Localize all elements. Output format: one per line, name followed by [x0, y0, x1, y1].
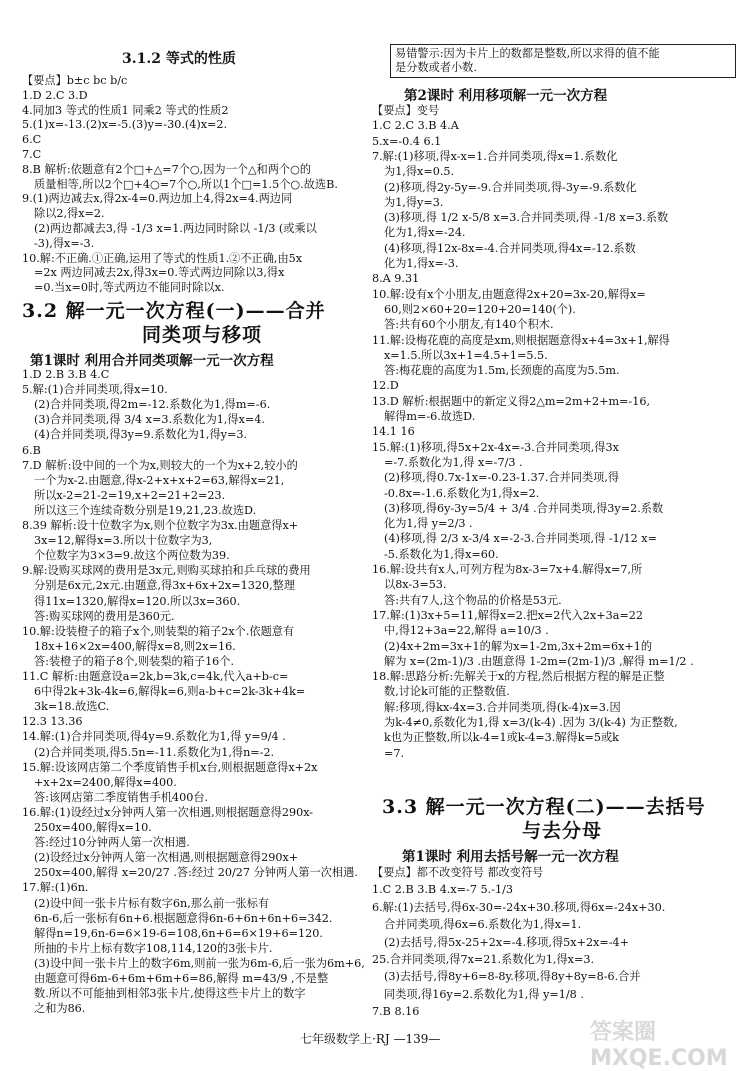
answer-line: 17.解:(1)3x+5=11,解得x=2.把x=2代入2x+3a=22: [372, 608, 643, 622]
answer-line: 【要点】变号: [372, 104, 440, 117]
answer-line: 答:梅花鹿的高度为1.5m,长颈鹿的高度为5.5m.: [384, 364, 620, 378]
section-title-3-3-line1: 3.3 解一元一次方程(二)——去括号: [382, 796, 706, 818]
answer-line: -0.8x=-1.6.系数化为1,得x=2.: [384, 486, 540, 500]
answer-line: 60,则2×60+20=120+20=140(个).: [384, 302, 576, 316]
answer-line: 所以x-2=21-2=19,x+2=21+2=23.: [34, 488, 226, 502]
answer-line: 16.解:(1)设经过x分钟两人第一次相遇,则根据题意得290x-: [22, 805, 314, 819]
answer-line: (2)移项,得2y-5y=-9.合并同类项,得-3y=-9.系数化: [384, 180, 637, 194]
answer-line: 数,讨论k可能的正整数值.: [384, 685, 510, 699]
section-title-3-1-2: 3.1.2 等式的性质: [122, 51, 236, 67]
answer-line: 4.同加3 等式的性质1 同乘2 等式的性质2: [22, 103, 229, 117]
answer-line: x=1.5.所以3x+1=4.5+1=5.5.: [384, 348, 548, 362]
answer-line: 化为1,得x=-24.: [384, 226, 466, 240]
answer-line: 之和为86.: [34, 1002, 86, 1016]
answer-line: =7.: [384, 746, 405, 760]
answer-line: 答:共有7人,这个物品的价格是53元.: [384, 593, 562, 607]
answer-line: 6.解:(1)去括号,得6x-30=-24x+30.移项,得6x=-24x+30.: [372, 900, 666, 914]
answer-line: (3)合并同类项,得 3/4 x=3.系数化为1,得x=4.: [34, 413, 265, 427]
answer-line: 质量相等,所以2个□+4○=7个○,所以1个□=1.5个○.故选B.: [34, 177, 338, 191]
answer-line: 一个为x-2.由题意,得x-2+x+x+2=63,解得x=21,: [34, 473, 285, 487]
answer-line: 1.D 2.B 3.B 4.C: [22, 368, 110, 381]
answer-line: 所以这三个连续奇数分别是19,21,23.故选D.: [34, 503, 257, 517]
answer-line: 16.解:设共有x人,可列方程为8x-3=7x+4.解得x=7,所: [372, 563, 643, 576]
section-title-3-2-line1: 3.2 解一元一次方程(一)——合并: [22, 300, 326, 322]
answer-line: (3)移项,得 1/2 x-5/8 x=3.合并同类项,得 -1/8 x=3.系数: [384, 211, 669, 225]
watermark: 答案圈 MXQE.COM: [590, 1020, 728, 1071]
answer-line: 11.解:设梅花鹿的高度是xm,则根据题意得x+4=3x+1,解得: [372, 333, 670, 347]
answer-line: 5.解:(1)合并同类项,得x=10.: [22, 383, 168, 397]
answer-line: 解:移项,得kx-4x=3.合并同类项,得(k-4)x=3.因: [384, 700, 621, 714]
page-footer: 七年级数学上·RJ —139—: [300, 1032, 441, 1046]
answer-line: 3x=12,解得x=3.所以十位数字为3,: [34, 534, 213, 548]
answer-line: 11.C 解析:由题意设a=2k,b=3k,c=4k,代入a+b-c=: [22, 670, 289, 683]
answer-line: (2)去括号,得5x-25+2x=-4.移项,得5x+2x=-4+: [384, 935, 630, 949]
answer-line: 250x=400,解得 x=20/27 .答:经过 20/27 分钟两人第一次相遇.: [34, 866, 358, 880]
answer-line: +x+2x=2400,解得x=400.: [34, 775, 177, 789]
answer-line: 合并同类项,得6x=6.系数化为1,得x=1.: [384, 918, 582, 932]
answer-line: 7.解:(1)移项,得x-x=1.合并同类项,得x=1.系数化: [372, 149, 618, 163]
answer-line: 15.解:设该网店第二个季度销售手机x台,则根据题意得x+2x: [22, 760, 318, 774]
answer-line: (4)移项,得 2/3 x-3/4 x=-2-3.合并同类项,得 -1/12 x=: [384, 532, 657, 546]
answer-line: 解得m=-6.故选D.: [384, 410, 476, 423]
lesson-title-1: 第1课时 利用合并同类项解一元一次方程: [30, 353, 274, 369]
answer-line: 14.1 16: [372, 425, 415, 439]
answer-line: k也为正整数,所以k-4=1或k-4=3.解得k=5或k: [384, 731, 619, 745]
answer-line: 7.B 8.16: [372, 1005, 420, 1019]
answer-line: 25.合并同类项,得7x=21.系数化为1,得x=3.: [372, 953, 595, 966]
answer-line: 14.解:(1)合并同类项,得4y=9.系数化为1,得 y=9/4 .: [22, 730, 286, 744]
answer-line: -3),得x=-3.: [34, 236, 95, 250]
answer-line: (3)去括号,得8y+6=8-8y.移项,得8y+8y=8-6.合并: [384, 970, 641, 984]
answer-line: 个位数字为3×3=9.故这个两位数为39.: [34, 549, 230, 563]
answer-line: (2)移项,得0.7x-1x=-0.23-1.37.合并同类项,得: [384, 471, 620, 485]
answer-line: 1.C 2.B 3.B 4.x=-7 5.-1/3: [372, 883, 513, 897]
answer-line: 7.C: [22, 148, 42, 161]
answer-line: 数.所以不可能抽到相邻3张卡片,使得这些卡片上的数字: [34, 987, 306, 1001]
answer-line: 1.C 2.C 3.B 4.A: [372, 119, 459, 133]
answer-line: 12.D: [372, 379, 399, 393]
answer-line: 所抽的卡片上标有数字108,114,120的3张卡片.: [34, 941, 273, 955]
answer-line: 5.(1)x=-13.(2)x=-5.(3)y=-30.(4)x=2.: [22, 118, 228, 132]
answer-line: 为k-4≠0,系数化为1,得 x=3/(k-4) .因为 3/(k-4) 为正整数,: [384, 716, 678, 729]
answer-line: 18x+16×2x=400,解得x=8,则2x=16.: [34, 639, 236, 653]
answer-line: 8.39 解析:设十位数字为x,则个位数字为3x.由题意得x+: [22, 519, 299, 532]
answer-line: 7.D 解析:设中间的一个为x,则较大的一个为x+2,较小的: [22, 458, 298, 472]
answer-line: 10.解:设装橙子的箱子x个,则装梨的箱子2x个.依题意有: [22, 624, 295, 638]
answer-line: 6中得2k+3k-4k=6,解得k=6,则a-b+c=2k-3k+4k=: [34, 685, 306, 699]
answer-line: 得11x=1320,解得x=120.所以3x=360.: [34, 594, 241, 608]
answer-line: 同类项,得16y=2.系数化为1,得 y=1/8 .: [384, 987, 584, 1001]
error-warning-box: [390, 44, 736, 78]
warning-line-1: 易错警示:因为卡片上的数都是整数,所以求得的值不能: [395, 47, 660, 60]
lesson-title-2: 第2课时 利用移项解一元一次方程: [404, 88, 608, 104]
warning-line-2: 是分数或者小数.: [395, 61, 477, 74]
answer-line: (2)4x+2m=3x+1的解为x=1-2m,3x+2m=6x+1的: [384, 639, 653, 653]
answer-line: (3)移项,得6y-3y=5/4 + 3/4 .合并同类项,得3y=2.系数: [384, 501, 664, 515]
answer-line: 17.解:(1)6n.: [22, 881, 89, 895]
answer-line: 10.解:设有x个小朋友,由题意得2x+20=3x-20,解得x=: [372, 287, 646, 301]
answer-line: =-7.系数化为1,得 x=-7/3 .: [384, 455, 523, 469]
answer-line: 中,得12+3a=22,解得 a=10/3 .: [384, 624, 549, 638]
answer-line: 答:该网店第二季度销售手机400台.: [34, 790, 209, 804]
section-title-3-2-line2: 同类项与移项: [142, 324, 263, 346]
answer-line: 为1,得y=3.: [384, 195, 444, 209]
answer-line: 答:购买球网的费用是360元.: [34, 609, 175, 623]
answer-line: 6n-6,后一张标有6n+6.根据题意得6n-6+6n+6n+6=342.: [34, 911, 333, 925]
answer-line: 答:装橙子的箱子8个,则装梨的箱子16个.: [34, 654, 235, 668]
answer-line: 解得n=19,6n-6=6×19-6=108,6n+6=6×19+6=120.: [34, 926, 323, 940]
answer-line: (2)合并同类项,得2m=-12.系数化为1,得m=-6.: [34, 398, 271, 412]
answer-line: (4)移项,得12x-8x=-4.合并同类项,得4x=-12.系数: [384, 241, 636, 255]
answer-line: 18.解:思路分析:先解关于x的方程,然后根据方程的解是正整: [372, 670, 665, 684]
answer-line: 6.B: [22, 443, 41, 457]
answer-line: 答:共有60个小朋友,有140个积木.: [384, 318, 554, 332]
answer-line: (4)合并同类项,得3y=9.系数化为1,得y=3.: [34, 428, 247, 442]
answer-line: 解为 x=(2m-1)/3 .由题意得 1-2m=(2m-1)/3 ,解得 m=1/2 .: [384, 654, 694, 668]
answer-line: (2)设中间一张卡片标有数字6n,那么前一张标有: [34, 896, 270, 910]
lesson-title-3: 第1课时 利用去括号解一元一次方程: [402, 849, 619, 865]
section-title-3-3-line2: 与去分母: [522, 820, 603, 842]
answer-line: 以8x-3=53.: [384, 578, 447, 592]
answer-line: 为1,得x=0.5.: [384, 165, 455, 179]
answer-line: 化为1,得 y=2/3 .: [384, 517, 473, 531]
answer-line: 3k=18.故选C.: [34, 700, 110, 714]
answer-line: 除以2,得x=2.: [34, 207, 105, 221]
answer-line: 5.x=-0.4 6.1: [372, 134, 442, 148]
answer-line: 250x=400,解得x=10.: [34, 821, 152, 834]
answer-line: 12.3 13.36: [22, 715, 83, 729]
answer-line: 13.D 解析:根据题中的新定义得2△m=2m+2+m=-16,: [372, 394, 651, 408]
answer-line: (3)设中间一张卡片上的数字6m,则前一张为6m-6,后一张为6m+6,: [34, 956, 365, 970]
answer-line: 9.(1)两边减去x,得2x-4=0.两边加上4,得2x=4.两边同: [22, 192, 293, 206]
answer-line: 化为1,得x=-3.: [384, 257, 459, 270]
answer-line: 由题意可得6m-6+6m+6m+6=86,解得 m=43/9 ,不是整: [34, 972, 329, 985]
answer-line: =0.当x=0时,等式两边不能同时除以x.: [34, 281, 225, 295]
answer-line: 【要点】b±c bc b/c: [22, 74, 128, 87]
answer-line: (2)两边都减去3,得 -1/3 x=1.两边同时除以 -1/3 (或乘以: [34, 222, 317, 235]
answer-line: 10.解:不正确.①正确,运用了等式的性质1.②不正确,由5x: [22, 251, 303, 265]
answer-line: 15.解:(1)移项,得5x+2x-4x=-3.合并同类项,得3x: [372, 440, 619, 454]
answer-line: 6.C: [22, 133, 42, 147]
answer-line: 答:经过10分钟两人第一次相遇.: [34, 836, 190, 850]
answer-line: (2)合并同类项,得5.5n=-11.系数化为1,得n=-2.: [34, 745, 275, 759]
answer-line: 9.解:设购买球网的费用是3x元,则购买球拍和乒乓球的费用: [22, 564, 311, 578]
answer-line: 【要点】都不改变符号 都改变符号: [372, 866, 544, 879]
answer-line: =2x 两边同减去2x,得3x=0.等式两边同除以3,得x: [34, 266, 285, 280]
answer-line: 8.A 9.31: [372, 272, 420, 286]
answer-line: (2)设经过x分钟两人第一次相遇,则根据题意得290x+: [34, 851, 299, 865]
answer-line: 分别是6x元,2x元.由题意,得3x+6x+2x=1320,整理: [34, 579, 296, 593]
answer-line: -5.系数化为1,得x=60.: [384, 547, 499, 561]
answer-line: 1.D 2.C 3.D: [22, 88, 88, 102]
answer-line: 8.B 解析:依题意有2个□+△=7个○,因为一个△和两个○的: [22, 162, 312, 176]
